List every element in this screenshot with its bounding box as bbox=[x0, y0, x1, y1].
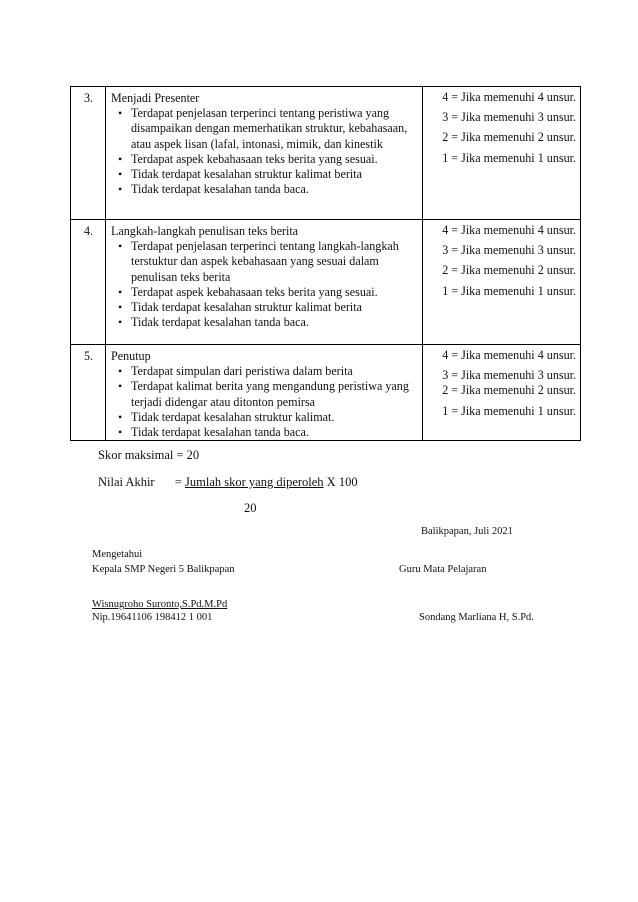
score-line: 2 = Jika memenuhi 2 unsur. bbox=[442, 383, 576, 398]
final-score-denominator: 20 bbox=[244, 501, 257, 515]
max-score-text: Skor maksimal = 20 bbox=[98, 448, 200, 462]
criteria-title: Penutup bbox=[111, 349, 151, 363]
place-date: Balikpapan, Juli 2021 bbox=[421, 526, 513, 537]
score-line: 1 = Jika memenuhi 1 unsur. bbox=[442, 283, 576, 298]
principal-name: Wisnugroho Suronto,S.Pd.M.Pd bbox=[92, 599, 228, 610]
list-item: • Tidak terdapat kesalahan tanda baca. bbox=[131, 425, 418, 440]
score-line: 4 = Jika memenuhi 4 unsur. bbox=[442, 90, 576, 104]
score-line: 3 = Jika memenuhi 3 unsur. bbox=[442, 110, 576, 125]
criteria-cell bbox=[106, 220, 423, 345]
score-line: 3 = Jika memenuhi 3 unsur. bbox=[442, 243, 576, 258]
list-item: • Terdapat penjelasan terperinci tentang peristiwa yang disampaikan dengan memerhatikan struktur, kebahasaan, atau aspek lisan (lafal, intonasi, mimik, dan kinestik bbox=[131, 106, 418, 152]
score-line: 2 = Jika memenuhi 2 unsur. bbox=[442, 130, 576, 145]
row-number: 5. bbox=[71, 345, 106, 441]
table-row bbox=[71, 345, 581, 441]
score-line: 1 = Jika memenuhi 1 unsur. bbox=[442, 150, 576, 165]
score-cell bbox=[423, 87, 581, 220]
row-number: 4. bbox=[71, 220, 106, 345]
score-line: 1 = Jika memenuhi 1 unsur. bbox=[442, 403, 576, 418]
list-item: • Terdapat aspek kebahasaan teks berita yang sesuai. bbox=[131, 152, 418, 167]
criteria-list bbox=[111, 106, 418, 197]
list-item: • Tidak terdapat kesalahan struktur kalimat berita bbox=[131, 167, 418, 182]
criteria-title: Langkah-langkah penulisan teks berita bbox=[111, 224, 299, 238]
list-item: • Terdapat penjelasan terperinci tentang langkah-langkah terstuktur dan aspek kebahasaan yang sesuai dalam penulisan teks berita bbox=[131, 239, 418, 285]
mengetahui-label: Mengetahui bbox=[92, 549, 143, 560]
table-row bbox=[71, 220, 581, 345]
list-item: • Terdapat simpulan dari peristiwa dalam berita bbox=[131, 364, 418, 379]
list-item: • Terdapat kalimat berita yang mengandung peristiwa yang terjadi didengar atau ditonton pemirsa bbox=[131, 379, 418, 409]
final-score-numerator: Jumlah skor yang diperoleh bbox=[185, 475, 324, 489]
table-row bbox=[71, 87, 581, 220]
criteria-cell bbox=[106, 87, 423, 220]
criteria-title: Menjadi Presenter bbox=[111, 91, 200, 105]
score-cell bbox=[423, 220, 581, 345]
final-score-multiplier: X 100 bbox=[326, 475, 358, 489]
score-line: 4 = Jika memenuhi 4 unsur. bbox=[442, 223, 576, 237]
criteria-cell bbox=[106, 345, 423, 441]
principal-nip: Nip.19641106 198412 1 001 bbox=[92, 612, 213, 623]
final-score-label: Nilai Akhir bbox=[98, 475, 155, 489]
teacher-title: Guru Mata Pelajaran bbox=[399, 564, 487, 575]
teacher-name: Sondang Marliana H, S.Pd. bbox=[419, 612, 534, 623]
final-score-formula bbox=[98, 475, 358, 490]
list-item: • Tidak terdapat kesalahan struktur kalimat berita bbox=[131, 300, 418, 315]
score-line: 3 = Jika memenuhi 3 unsur. bbox=[442, 368, 576, 383]
rubric-table bbox=[70, 86, 581, 441]
criteria-list bbox=[111, 364, 418, 440]
principal-title: Kepala SMP Negeri 5 Balikpapan bbox=[92, 564, 235, 575]
final-score-equals: = bbox=[174, 475, 182, 489]
score-cell bbox=[423, 345, 581, 441]
score-line: 4 = Jika memenuhi 4 unsur. bbox=[442, 348, 576, 362]
list-item: • Tidak terdapat kesalahan tanda baca. bbox=[131, 182, 418, 197]
list-item: • Terdapat aspek kebahasaan teks berita yang sesuai. bbox=[131, 285, 418, 300]
score-line: 2 = Jika memenuhi 2 unsur. bbox=[442, 263, 576, 278]
list-item: • Tidak terdapat kesalahan tanda baca. bbox=[131, 315, 418, 330]
criteria-list bbox=[111, 239, 418, 330]
list-item: • Tidak terdapat kesalahan struktur kalimat. bbox=[131, 410, 418, 425]
row-number: 3. bbox=[71, 87, 106, 220]
